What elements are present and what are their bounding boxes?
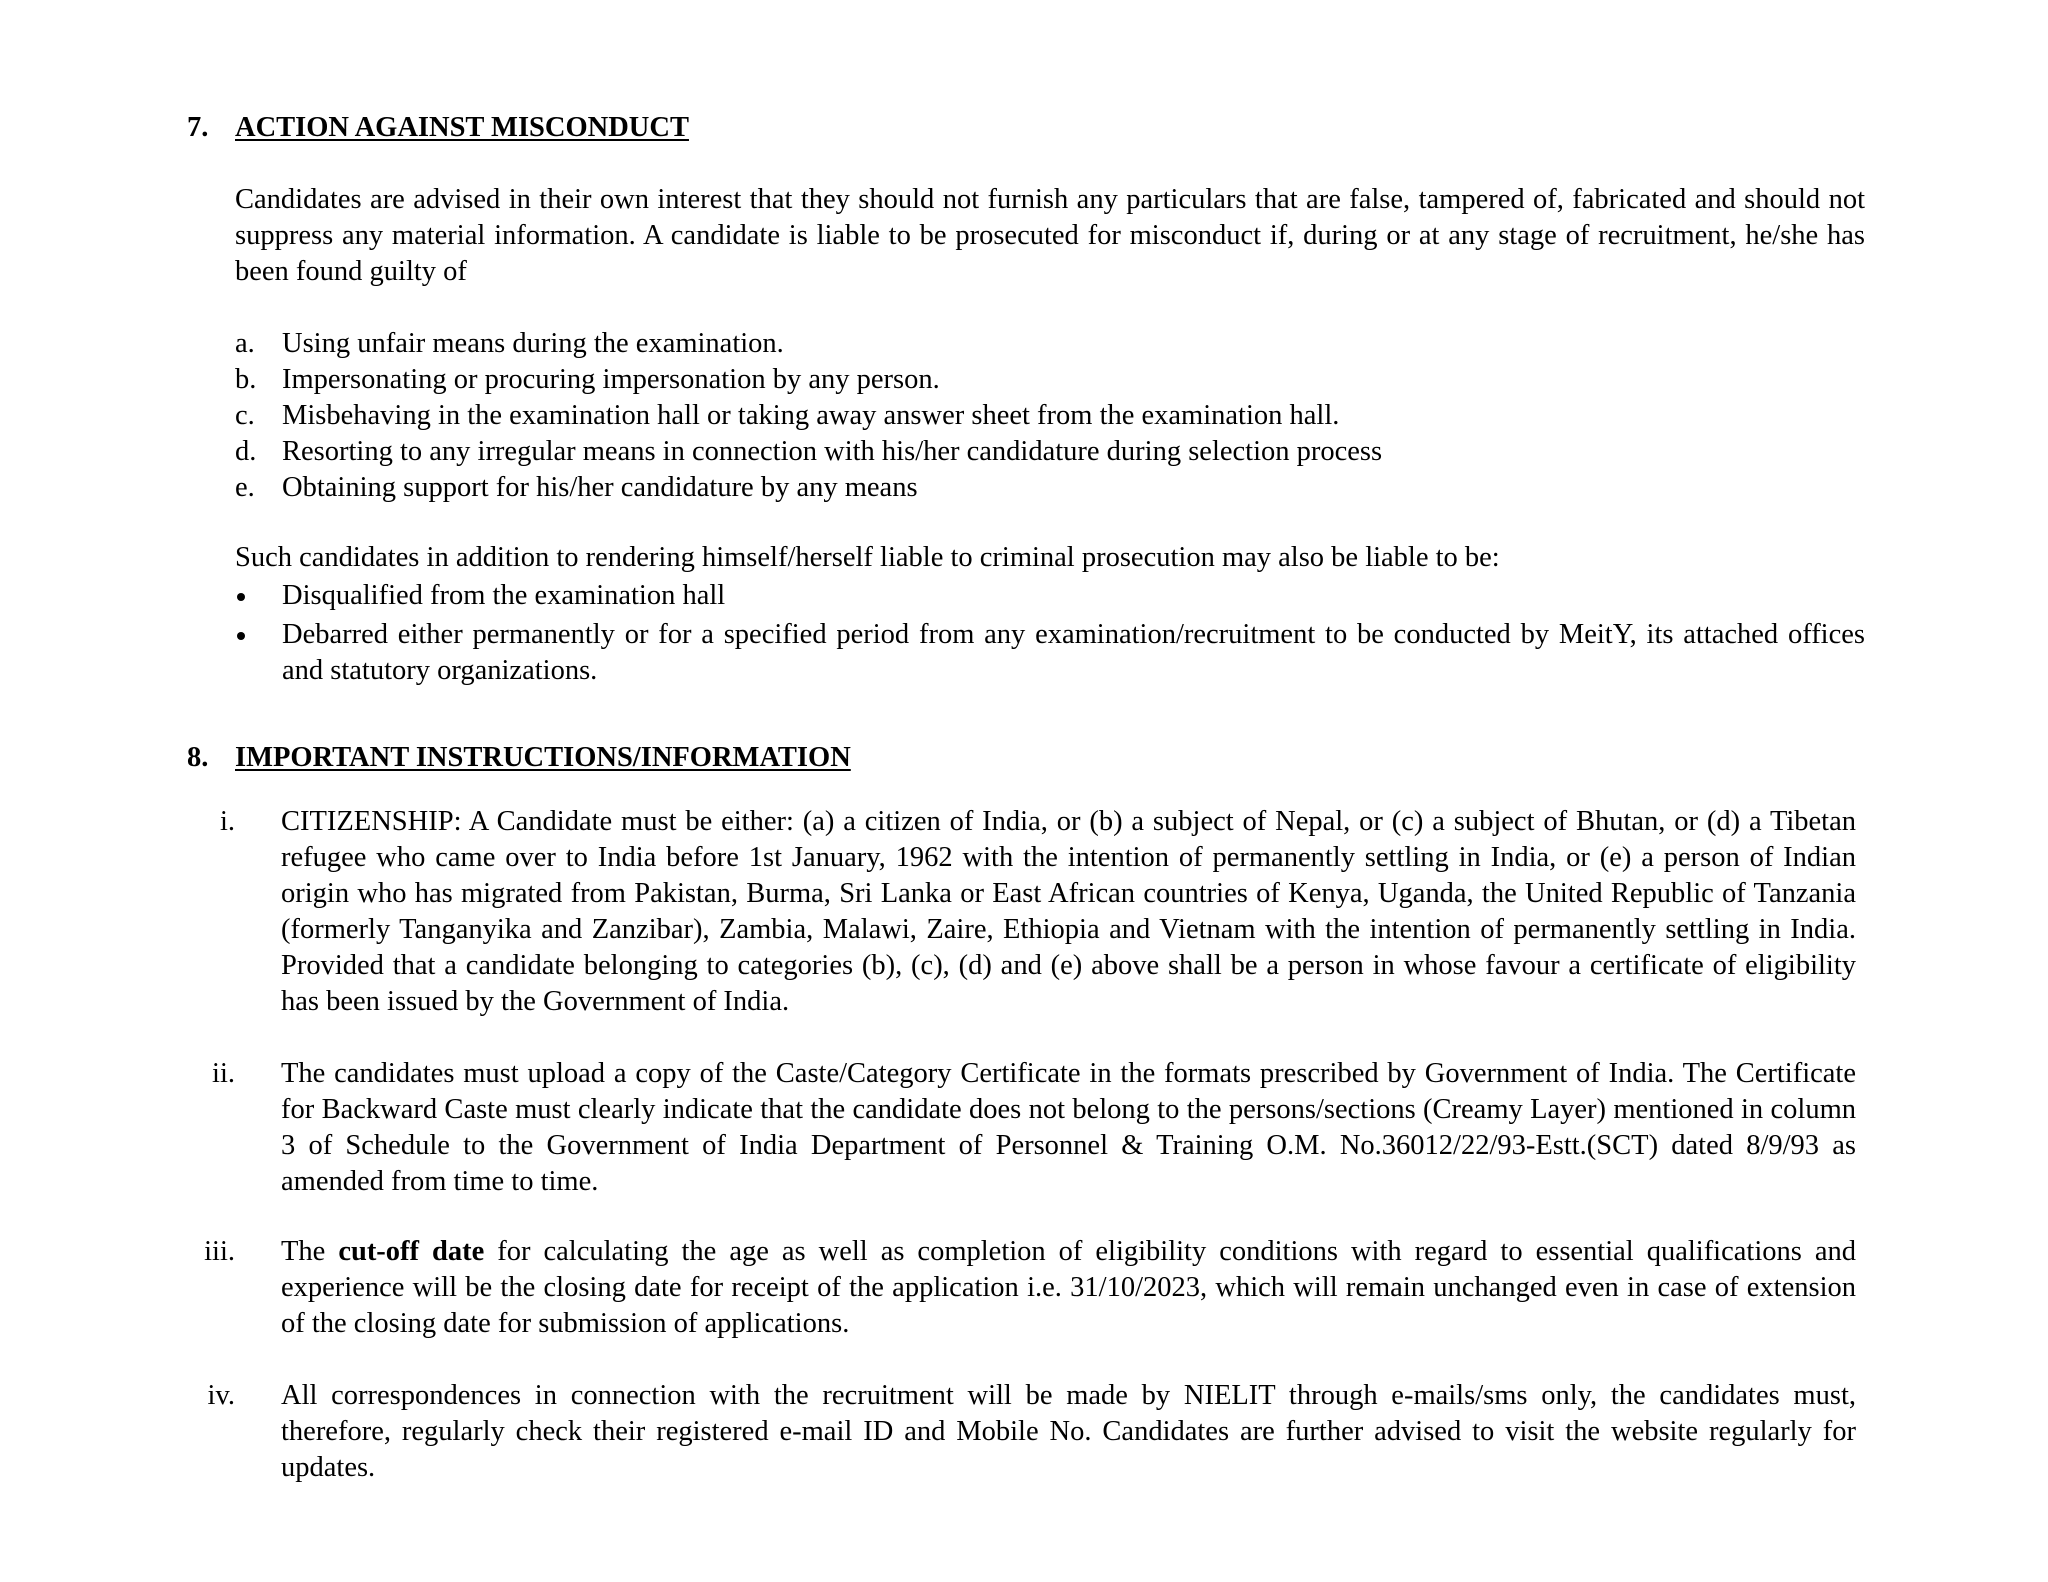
list-item-text: Misbehaving in the examination hall or taking away answer sheet from the examination hall. xyxy=(282,400,1340,431)
list-item-mark: e. xyxy=(235,472,255,503)
instruction-cut-off-date xyxy=(281,1234,1856,1342)
cut-off-text-bold: cut-off date xyxy=(338,1236,485,1267)
list-item-text: Impersonating or procuring impersonation by any person. xyxy=(282,364,940,395)
misconduct-list xyxy=(235,326,1865,506)
roman-mark: iv. xyxy=(207,1380,235,1411)
cut-off-text-after: for calculating the age as well as completion of eligibility conditions with regard to essential qualifications and experience will be the closing date for receipt of the application i.e. 31/10/2023, which will remain unchanged even in case of extension of the closing date for submission of applications. xyxy=(281,1236,1856,1339)
list-item xyxy=(235,326,1865,362)
bullet-icon xyxy=(237,632,245,640)
list-item-text: Using unfair means during the examination. xyxy=(282,328,784,359)
instruction-citizenship: CITIZENSHIP: A Candidate must be either: (a) a citizen of India, or (b) a subject of Nepal, or (c) a subject of Bhutan, or (d) a Tibetan refugee who came over to India before 1st January, 1962 with the intention of permanently settling in India, or (e) a person of Indian origin who has migrated from Pakistan, Burma, Sri Lanka or East African countries of Kenya, Uganda, the United Republic of Tanzania (formerly Tanganyika and Zanzibar), Zambia, Malawi, Zaire, Ethiopia and Vietnam with the intention of permanently settling in India. Provided that a candidate belonging to categories (b), (c), (d) and (e) above shall be a person in whose favour a certificate of eligibility has been issued by the Government of India. xyxy=(281,806,1856,1017)
roman-mark: iii. xyxy=(204,1236,235,1267)
bullet-icon xyxy=(237,593,245,601)
instruction-caste-certificate: The candidates must upload a copy of the Caste/Category Certificate in the formats prescribed by Government of India. The Certificate for Backward Caste must clearly indicate that the candidate does not belong to the persons/sections (Creamy Layer) mentioned in column 3 of Schedule to the Government of India Department of Personnel & Training O.M. No.36012/22/93-Estt.(SCT) dated 8/9/93 as amended from time to time. xyxy=(281,1058,1856,1197)
section-7-number: 7. xyxy=(187,112,209,143)
bullet-text: Debarred either permanently or for a specified period from any examination/recruitment to be conducted by MeitY, its attached offices and statutory organizations. xyxy=(282,619,1865,686)
section-8-number: 8. xyxy=(187,742,209,773)
roman-mark: i. xyxy=(219,806,235,837)
bullet-item xyxy=(235,578,1865,614)
list-item xyxy=(235,434,1865,470)
list-item-mark: a. xyxy=(235,328,255,359)
list-item-text: Resorting to any irregular means in connection with his/her candidature during selection process xyxy=(282,436,1383,467)
roman-mark: ii. xyxy=(212,1058,235,1089)
list-item-mark: b. xyxy=(235,364,257,395)
consequence-intro: Such candidates in addition to rendering himself/herself liable to criminal prosecution may also be liable to be: xyxy=(235,542,1500,573)
section-7-intro: Candidates are advised in their own interest that they should not furnish any particulars that are false, tampered of, fabricated and should not suppress any material information. A candidate is liable to be prosecuted for misconduct if, during or at any stage of recruitment, he/she has been found guilty of xyxy=(235,184,1865,287)
section-7-heading xyxy=(187,110,689,146)
cut-off-text-before: The xyxy=(281,1236,339,1267)
section-8-title: IMPORTANT INSTRUCTIONS/INFORMATION xyxy=(235,742,851,773)
section-7-title: ACTION AGAINST MISCONDUCT xyxy=(235,112,689,143)
list-item-text: Obtaining support for his/her candidature by any means xyxy=(282,472,918,503)
consequence-bullets xyxy=(235,578,1865,689)
list-item xyxy=(235,398,1865,434)
bullet-text: Disqualified from the examination hall xyxy=(282,580,726,611)
list-item-mark: d. xyxy=(235,436,257,467)
instruction-correspondence: All correspondences in connection with the recruitment will be made by NIELIT through e-mails/sms only, the candidates must, therefore, regularly check their registered e-mail ID and Mobile No. Candidates are further advised to visit the website regularly for updates. xyxy=(281,1380,1856,1483)
bullet-item xyxy=(235,617,1865,689)
list-item xyxy=(235,362,1865,398)
section-8-heading xyxy=(187,740,851,776)
list-item-mark: c. xyxy=(235,400,255,431)
list-item xyxy=(235,470,1865,506)
